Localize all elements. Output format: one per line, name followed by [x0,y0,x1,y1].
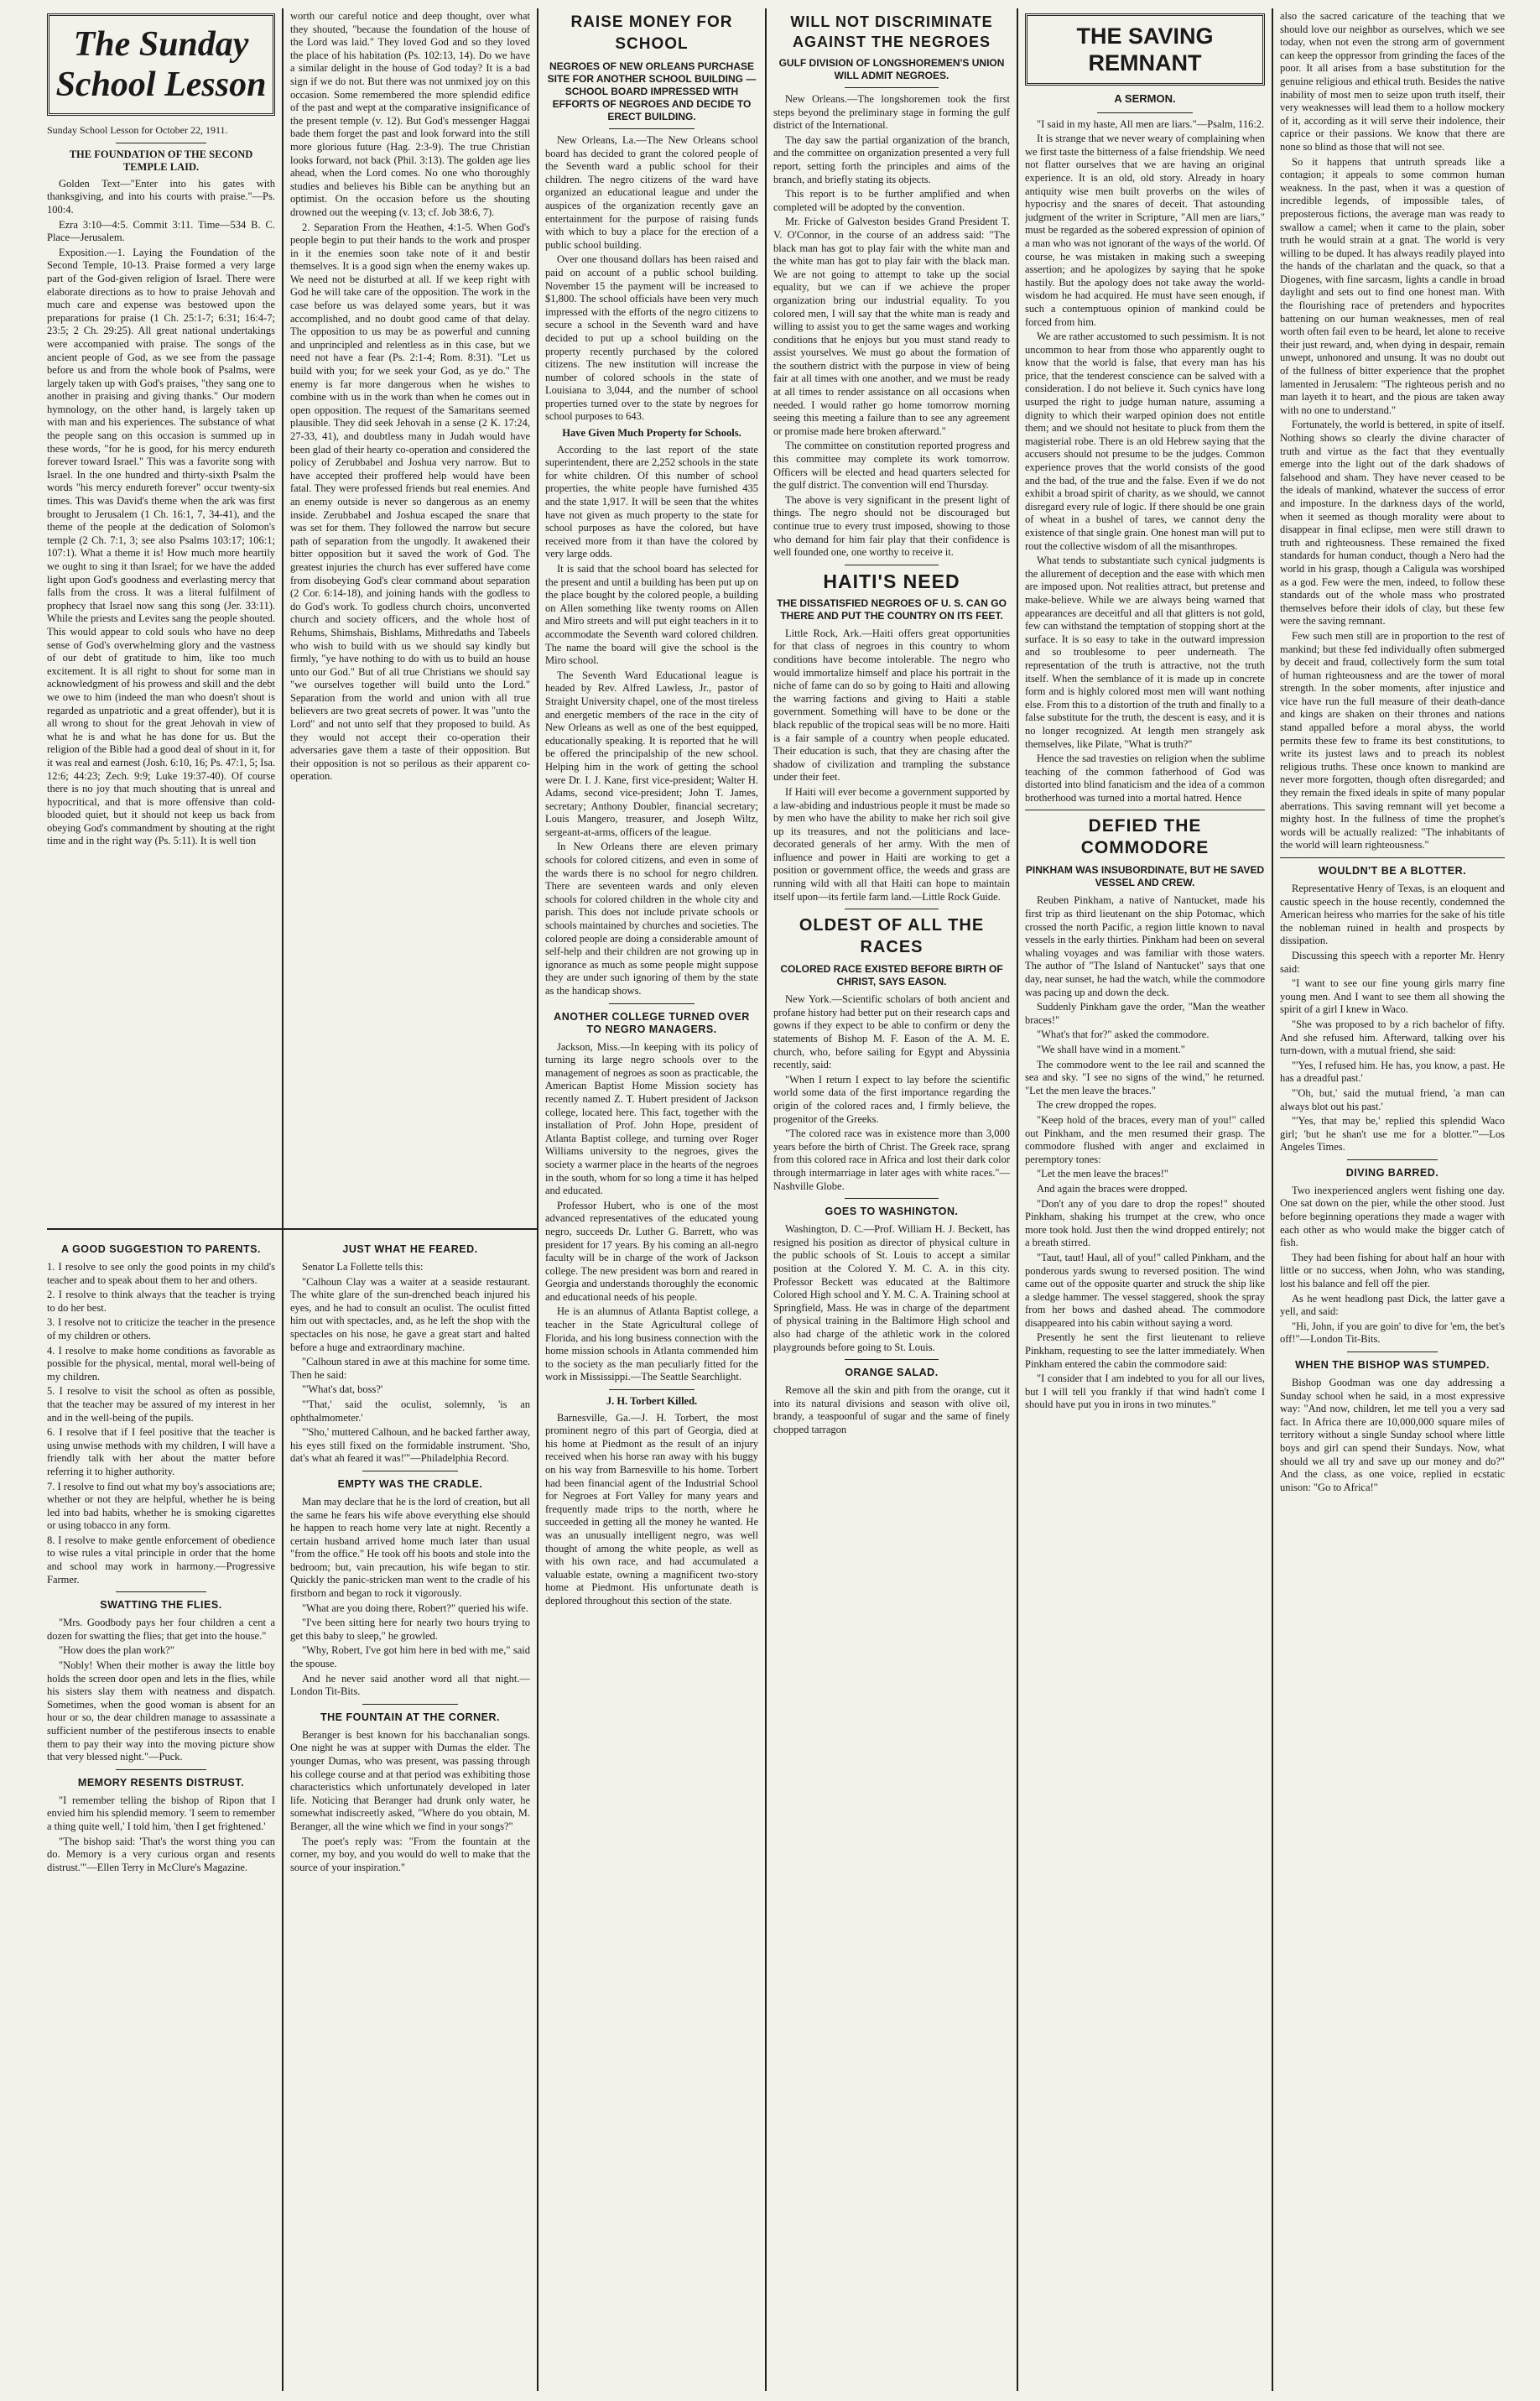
article-headline: GOES TO WASHINGTON. [825,1206,959,1218]
article-paragraph: "Calhoun Clay was a waiter at a seaside restaurant. The white glare of the sun-drenched beach injured his eyes, and he had to consult an oculist. The oculist fitted him out with spectacles, and, as he left the shop with the spectacles on his nose, he gave a great start and halted before a huge and extraordinary machine. [290,1275,530,1353]
article-paragraph: New Orleans.—The longshoremen took the first steps beyond the preliminary stage in forming the gulf district of the International. [773,93,1010,132]
sunday-school-lesson-box [47,13,275,116]
article-headline: J. H. Torbert Killed. [606,1395,698,1408]
lesson-paragraph: Golden Text—"Enter into his gates with thanksgiving, and into his courts with praise."—Ps. 100:4. [47,177,275,216]
article-paragraph: Jackson, Miss.—In keeping with its policy of turning its large negro schools over to the management of negroes as soon as practicable, the American Baptist Home Mission society has recently named Z. T. Hubert president of Jackson college, located here. This fact, together with the installation of Prof. John Hope, president of Atlanta Baptist college, and turning over Roger Williams university to the negroes, gives the society a warmer place in the hearts of the negroes in the south, whom for so long a time it has helped and educated. [545,1040,758,1197]
article-paragraph: "'Sho,' muttered Calhoun, and he backed farther away, his eyes still fixed on the formidable instrument. 'Sho, dat's what ah feared it was!'"—Philadelphia Record. [290,1426,530,1465]
divider [845,1359,939,1360]
article-headline: WILL NOT DISCRIMINATE AGAINST THE NEGROES [790,13,993,50]
divider [1097,112,1193,113]
sermon-paragraph: What tends to substantiate such cynical judgments is the allurement of deception and the ease with which men are imposed upon. Not realities attract, but pretense and make-believe. While we are always being warned that appearances are deceitful and all that glitters is not gold, few can withstand the temptation of stopping short at the surface. It is so easy to take in the outward impression and so troublesome to peer underneath. The representation of the truth is attractive, not the truth itself. When the semblance of it is made up in concrete form and is highly colored most men will want nothing else. From this to a distortion of the truth and finally to a false substitute for the truth, the descent is easy, and it is no longer recognized. At length men strangely ask themselves, like Pilate, "What is truth?" [1025,555,1265,750]
article-paragraph: "What are you doing there, Robert?" queried his wife. [302,1602,528,1614]
article-paragraph: "I remember telling the bishop of Ripon that I envied him his splendid memory. 'I seem to remember a thing quite well,' I told him, 'then I get frightened.' [47,1794,275,1832]
article-paragraph: "Don't any of you dare to drop the ropes!" shouted Pinkham, shaking his trumpet at the crew, who once more took hold. Just then the wind dropped entirely; not a breath stirred. [1025,1197,1265,1249]
article-paragraph: According to the last report of the state superintendent, there are 2,252 schools in the state for white children. Of this number of school properties, the white people have furnished 435 and the state 1,917. It will be seen that the whites have not given as much property to the state for school purposes as have the colored, but have received more from it than have the colored by very large odds. [545,443,758,560]
article-paragraph: 1. I resolve to see only the good points in my child's teacher and to speak about them to her and others. [47,1261,275,1286]
divider [609,1389,695,1390]
article-paragraph: Over one thousand dollars has been raised and paid on account of a public school building. November 15 the payment will be increased to $1,800. The school officials have been very much impressed with the efforts of the negro citizens to secure a school in the Seventh ward and have decided to put up a school building on the property recently purchased by the colored citizens. The new institution will increase the number of colored schools in the state of Louisiana to 3,044, and the number of school properties turned over to the state by negroes for school purposes to 643. [545,253,758,423]
article-subhead: Have Given Much Property for Schools. [562,427,741,440]
article-paragraph: 8. I resolve to make gentle enforcement of obedience to wise rules a vital principle in order that the home and school may work in harmony.—Progressive Farmer. [47,1534,275,1586]
article-deck: NEGROES OF NEW ORLEANS PURCHASE SITE FOR ANOTHER SCHOOL BUILDING — SCHOOL BOARD IMPRESSED WITH EFFORTS OF NEGROES AND DECIDE TO ERECT BUILDING. [547,60,757,122]
saving-remnant-box [1025,13,1265,86]
article-headline: WHEN THE BISHOP WAS STUMPED. [1295,1359,1490,1371]
article-headline: OLDEST OF ALL THE RACES [799,916,985,957]
article-paragraph: "Why, Robert, I've got him here in bed with me," said the spouse. [290,1644,530,1670]
column-1 [47,10,275,1225]
bottom-left-column-1 [47,1237,275,2391]
article-paragraph: Beranger is best known for his bacchanalian songs. One night he was at supper with Dumas the elder. The younger Dumas, who was present, was passing through his college course and at that period was exhibiting those characteristics which unfortunately developed in later life. Noticing that Beranger had drunk only water, he somewhat indiscreetly asked, "Where do you obtain, M. Beranger, all the wine which we find in your songs?" [290,1728,530,1832]
article-paragraph: 3. I resolve not to criticize the teacher in the presence of my children or others. [47,1316,275,1341]
article-paragraph: New York.—Scientific scholars of both ancient and profane history had better put on their research caps and gowns if they expect to be able to confirm or deny the statements of Bishop M. F. Eason of the A. M. E. church, who, before sailing for Egypt and Abyssinia recently, said: [773,993,1010,1071]
column-4 [773,10,1010,2391]
article-paragraph: "Hi, John, if you are goin' to dive for 'em, the bet's off!"—London Tit-Bits. [1280,1320,1505,1346]
article-paragraph: It is said that the school board has selected for the present and until a building has been put up on the place bought by the colored people, a building on Allen something like twenty rooms on Allen and Miro streets and will put eight teachers in it to accommodate the Seventh ward colored children. The name the board will give the school is the Miro school. [545,563,758,667]
column-rule [765,8,767,2391]
article-headline: HAITI'S NEED [823,570,960,592]
article-paragraph: And again the braces were dropped. [1037,1182,1188,1195]
article-paragraph: This report is to be further amplified and when completed will be adopted by the convention. [773,188,1010,213]
article-paragraph: They had been fishing for about half an hour with little or no success, when John, who was standing, lost his balance and fell off the pier. [1280,1251,1505,1290]
article-paragraph: If Haiti will ever become a government supported by a law-abiding and industrious people it must be made so by men who have the ability to make her rich soil give up its treasures, and not the politicians and lace-decorated generals of her army. With the men of influence and power in Haiti are working to get a position or government office, the weeds and grass are running wild with all that Haiti can hope to maintain itself upon—its fertile farm land.—Little Rock Guide. [773,785,1010,903]
divider [845,87,939,88]
article-paragraph: "Mrs. Goodbody pays her four children a cent a dozen for swatting the flies; that get into the house." [47,1617,275,1642]
divider [609,128,695,129]
article-headline: THE FOUNTAIN AT THE CORNER. [320,1711,500,1723]
article-paragraph: "'Yes, I refused him. He has, you know, a past. He has a dreadful past.' [1280,1059,1505,1085]
sermon-paragraph: So it happens that untruth spreads like a contagion; it appeals to some common human weakness. In the past, when it was a question of incredible legends, of impossible tales, of preposterous fictions, the average man was ready to swallow a camel; when it came to the plain, sober truth he would strain at a gnat. The world is very willing to be duped. It has always readily played into the hands of the charlatan and the quack, so that a Diogenes, with fine sarcasm, lights a candle in broad daylight and sets out to find one honest man. With the flourishing race of pretenders and hypocrites battening on our human weaknesses, men of real worth often fail even to be heard, let alone to receive their just reward, and, when dying in despair, remain unwept, unhonored and unsung. It was no doubt out of the fullness of bitter experience that the prophet lamented in Jerusalem: "The righteous perish and no man layeth it to heart, and the pious are taken away with no one to understand." [1280,155,1505,416]
article-headline: A GOOD SUGGESTION TO PARENTS. [61,1243,261,1255]
sunday-school-lesson-title: The Sunday School Lesson [55,25,267,104]
article-paragraph: The crew dropped the ropes. [1037,1099,1157,1112]
article-paragraph: Mr. Fricke of Galveston besides Grand President T. V. O'Connor, in the course of an address said: "The black man has got to play fair with the white man and the white man has got to play fair with the black man. We are not going to attempt to take up the social equality, but we can if we achieve the proper organization bring our industrial equality. To you colored men, I will say that the white man is ready and willing to assist you to get the same wages and working conditions that he enjoys but you must stand ready to assist yourselves. We must go about the formation of the southern district with the purpose in view of being fair at all times with one another, and we must be ready at all times to render assistance on all occasions when needed. I would rather go home tomorrow morning seeing this meeting a failure than to see any agreement or promise made here broken afterward." [773,216,1010,437]
article-paragraph: Washington, D. C.—Prof. William H. J. Beckett, has resigned his position as director of physical culture in the public schools of St. Louis to accept a similar position at the Colored Y. M. C. A. in this city. Professor Beckett was educated at the Baltimore Colored High school and Y. M. C. A. Training school at Springfield, Mass. He was in charge of the department of physical training in the Baltimore High school and also had charge of the athletic work in the colored playgrounds before going to St. Louis. [773,1223,1010,1353]
divider [116,1591,207,1592]
divider [1280,857,1505,858]
article-headline: DEFIED THE COMMODORE [1080,816,1210,858]
article-headline: JUST WHAT HE FEARED. [342,1243,478,1255]
sermon-paragraph: It is strange that we never weary of complaining when we first taste the bitterness of a false friendship. We need not flatter ourselves that we are having an original experience. It is an old, old story. Already in hoary antiquity wise men built proverbs on the wiles of hypocrisy and the snares of deceit. That astounding judgment of the writer in Scripture, "All men are liars," must be regarded as the sobered expression of opinion of a man who was not ignorant of the ways of the world. Of course, he was mistaken in making such a sweeping assertion; and he apologizes by saying that he spoke hastily. But the apology does not take away the world-wisdom he had acquired. He must have seen enough, if such a contemptuous opinion of mankind could be forced from him. [1025,133,1265,328]
article-paragraph: New Orleans, La.—The New Orleans school board has decided to grant the colored people of the Seventh ward a public school for their children. The negro citizens of the ward have organized an educational league and under the auspices of the organization recently gave an entertainment for the purpose of raising funds with which to buy a place for the erection of a public school building. [545,134,758,251]
article-paragraph: "Calhoun stared in awe at this machine for some time. Then he said: [290,1356,530,1381]
article-headline: DIVING BARRED. [1345,1166,1439,1179]
article-paragraph: Discussing this speech with a reporter Mr. Henry said: [1280,949,1505,975]
article-deck: GULF DIVISION OF LONGSHOREMEN'S UNION WILL ADMIT NEGROES. [778,57,1005,81]
sermon-paragraph: Hence the sad travesties on religion when the sublime teaching of the common fatherhood of God was distorted into blind fanaticism and the idea of a common brotherhood was turned into a mortal hatred. Hence [1025,753,1265,804]
article-paragraph: "What's that for?" asked the commodore. [1037,1029,1210,1041]
article-paragraph: The Seventh Ward Educational league is headed by Rev. Alfred Lawless, Jr., pastor of Straight University chapel, one of the most tireless and energetic members of the race in the city of New Orleans as well as one of the best equipped, educationally speaking. It is reported that he will be offered the principalship of the new school. Helping him in the work of getting the school were Dr. I. J. Kane, first vice-president; Walter H. Adams, second vice-president; John T. James, secretary; Anthony Doubler, financial secretary; Louis Mangero, treasurer, and Joseph Wiltz, sergeant-at-arms, officers of the league. [545,669,758,838]
article-paragraph: The committee on constitution reported progress and this committee may complete its work tomorrow. Officers will be elected and head quarters selected for the gulf district. The convention will end Thursday. [773,440,1010,492]
article-paragraph: In New Orleans there are eleven primary schools for colored citizens, and even in some of the wards there is no school for negro children. There are seventeen wards and only eleven schools for colored children in the whole city and parish. This does not include private schools or schools maintained by churches and societies. The colored people are doing a considerable amount of self-help and their children are not growing up in ignorance as much as some people might suppose they are under such ignoring of them by the state as the handicap shows. [545,841,758,997]
sermon-label: A SERMON. [1114,92,1176,105]
article-paragraph: 4. I resolve to make home conditions as favorable as possible for the physical, mental, moral well-being of my children. [47,1344,275,1383]
lesson-dateline: Sunday School Lesson for October 22, 1911. [47,124,228,136]
article-paragraph: Remove all the skin and pith from the orange, cut it into its natural divisions and season with olive oil, brandy, a teaspoonful of sugar and the same of finely chopped tarragon [773,1384,1010,1435]
article-paragraph: 5. I resolve to visit the school as often as possible, that the teacher may be assured of my interest in her and in the well-being of the pupils. [47,1385,275,1424]
article-paragraph: "I consider that I am indebted to you for all our lives, but I will tell you frankly if that wind hadn't come I should have put you in irons in two minutes." [1025,1372,1265,1411]
article-paragraph: Representative Henry of Texas, is an eloquent and caustic speech in the house recently, condemned the American heiress who marries for the sake of his title the nobleman ruined in health and prospects by dissipation. [1280,883,1505,947]
article-paragraph: "Taut, taut! Haul, all of you!" called Pinkham, and the ponderous yards swung to reversed position. The wind came out of the opposite quarter and struck the ship like a sledge hammer. The vessel staggered, shook the spray from her bows and dashed ahead. The commodore disappeared into his cabin without saying a word. [1025,1251,1265,1329]
divider [1347,1159,1437,1160]
lesson-paragraph: Exposition.—1. Laying the Foundation of the Second Temple, 10-13. Praise formed a very large part of the God-given religion of Israel. There were elaborate directions as to how to praise Jehovah and much care and expense was bestowed upon the preparations for praise (1 Ch. 25:1-7; 6:31; 16:4-7; 23:5; 2 Ch. 29:25). All great national undertakings were accompanied with praise. The songs of the ancient people of God, as we see from the passage before us and from the whole book of Psalms, were largely taken up with God's praises, "they sang one to another in praising and giving thanks." Our modern hymnology, on the other hand, is largely taken up with man and his experiences. The substance of what the people sang on this occasion is summed up in these words, "for he is good, for his mercy endureth forever toward Israel." This was a favorite song with Israel. In the one hundred and thirty-sixth Psalm the words "his mercy endureth forever" occur twenty-six times. This was David's theme when the ark was first brought to Jerusalem (1 Ch. 16:1, 7, 34-41), and the theme of the people at the dedication of Solomon's temple (2 Ch. 7:1, 3; see also Psalms 103:17; 106:1; 107:1). What a theme it is! How much more heartily we ought to sing it than Israel; for we have the added light upon God's goodness and everlasting mercy that falls from the cross. It was a literal fulfilment of prophecy that Israel now sang this song (Jer. 33:11). While the priests and Levites sang the people shouted. This would appear to cold souls who have no deep sense of God's overwhelming glory and the vastness of our debt of gratitude to him, like too much excitement. It is all right to shout for some man in acknowledgment of his prowess and skill and the debt we owe to him (indeed the man who doesn't shout is regarded as unpatriotic and a great offender), but it is all wrong to shout for the great Jehovah in view of what he is and what he has done for us. But the religion of the Bible had a good deal of shout in it, for it was real and earnest (Josh. 6:10, 16; Ps. 47:1, 5; Isa. 12:6; 44:23; Zech. 9:9; Luke 19:37-40). Of course there is no joy that much shouting that is unreal and hypocritical, and that is more offensive than cold-blooded quiet, but it should not keep us back from obeying God's commandment by shouting at the right time and in the right way (Ps. 5:11). It is well tion [47,246,275,847]
article-headline: WOULDN'T BE A BLOTTER. [1318,865,1467,877]
article-paragraph: Suddenly Pinkham gave the order, "Man the weather braces!" [1025,1001,1265,1026]
article-paragraph: "Let the men leave the braces!" [1037,1168,1169,1180]
divider [362,1704,458,1705]
column-rule [1017,8,1018,2391]
article-paragraph: Presently he sent the first lieutenant to relieve Pinkham, requesting to see the latter immediately. When Pinkham entered the cabin the commodore said: [1025,1331,1265,1370]
article-paragraph: The above is very significant in the present light of things. The negro should not be discouraged but continue true to every trust imposed, showing to those who demand for him fair play that their confidence is well founded one, one worthy to receive it. [773,493,1010,559]
article-headline: EMPTY WAS THE CRADLE. [337,1477,483,1490]
column-rule [1272,8,1273,2391]
column-rule [537,8,538,2391]
article-paragraph: "When I return I expect to lay before the scientific world some data of the first importance regarding the origin of the colored races and, I firmly believe, the progenitor of the Greeks. [773,1073,1010,1125]
column-6 [1280,10,1505,2391]
divider [116,1769,207,1770]
article-paragraph: "'Yes, that may be,' replied this splendid Waco girl; 'but he shan't use me for a blotter.'"—Los Angeles Times. [1280,1115,1505,1154]
lesson-paragraph: Ezra 3:10—4:5. Commit 3:11. Time—534 B. C. Place—Jerusalem. [47,218,275,244]
lesson-paragraph: worth our careful notice and deep thought, over what they shouted, "because the foundation of the house of the Lord was laid." They loved God and so they loved the place of his habitation (Ps. 102:13, 14). Do we have a similar delight in the house of God today? It is a bad sign if we do not. But there was not unmixed joy on this occasion. Some remembered the more splendid edifice of the past and wept at the comparative insignificance of the present temple (v. 12). But God's messenger Haggai bade them forget the past and look forward into the still more glorious future (Hag. 2:3-9). The true Christian looks forward, not back (Phil. 3:13). The golden age lies ahead, when the Lord comes. No one who thoroughly studies and believes his Bible can be anything but an optimist. On the occasion before us the shouting drowned out the weeping (v. 13; cf. Job 38:6, 7). [290,10,530,218]
article-headline: RAISE MONEY FOR SCHOOL [570,13,733,53]
article-deck: THE DISSATISFIED NEGROES OF U. S. CAN GO THERE AND PUT THE COUNTRY ON ITS FEET. [777,596,1007,622]
article-paragraph: The commodore went to the lee rail and scanned the sea and sky. "I see no signs of the wind," he returned. "Let the men leave the braces." [1025,1058,1265,1096]
article-paragraph: As he went headlong past Dick, the latter gave a yell, and said: [1280,1292,1505,1318]
article-paragraph: "The bishop said: 'That's the worst thing you can do. Memory is a very curious organ and resents distrust.'"—Ellen Terry in McClure's Magazine. [47,1835,275,1873]
article-headline: ORANGE SALAD. [845,1367,939,1379]
lesson-paragraph: 2. Separation From the Heathen, 4:1-5. When God's people begin to put their hands to the work and prosper in it the enemies soon take note of it and bestir themselves. It is a good sign when the enemy wakes up. We need not be disturbed at all. If we keep right with God he will take care of the opposition. The work in the case before us was delayed some years, but it was accomplished, and no doubt good came of that delay. The opposition to us may be as powerful and cunning and unprincipled and relentless as in this case, but we need not have a fear (Ps. 2:1-4; Rom. 8:31). "Let us build with you; for we seek your God, as ye do." The enemy is far more dangerous when he wishes to combine with us in the work than when he comes out in open opposition. The request of the Samaritans seemed plausible. They did seek Jehovah in a sense (2 K. 17:24, 27-33, 41), and doubtless many in Judah would have been glad of their hearty co-operation and considered the policy of Zerubbabel and Joshua very narrow. But to have accepted their proffered help would have been fatal. They were professed friends but real enemies. And an enemy outside is never so dangerous as an enemy inside. Zerubbabel and Joshua escaped the snare that was set for them. They followed the narrow but secure path of separation from the ungodly. It awakened their bitter opposition but it saved the work of God. The greatest injuries the church has ever suffered have come from disobeying God's clear command about separation (2 Cor. 6:14-18), and joining hands with the godless to do God's work. To godless church choirs, unconverted church and society officers, and the whole host of Rehums, Shimshais, Bishlams, Mithredaths and Tabeels who wish to build with us we should say kindly but firmly, "ye have nothing to do with us to build an house unto our God." But of all true Christians we should say "we ourselves together will build unto the Lord." Separation from the world and union with all true believers are two great secrets of power. It was "unto the Lord" and not unto self that they proposed to build. As they would not accept their co-operation their adversaries gave them a taste of their opposition. But their opposition is not so perilous as their apparent co-operation. [290,221,530,783]
article-paragraph: "'That,' said the oculist, solemnly, 'is an ophthalmometer.' [290,1398,530,1424]
article-paragraph: Reuben Pinkham, a native of Nantucket, made his first trip as third lieutenant on the ship Potomac, which crossed the north Pacific, a region little known to naval vessels in the early thirties. Pinkham had been on several whaling voyages and was familiar with those waters. The author of "The Island of Nantucket" says that one day, near sunset, he had the watch, while the commodore was pacing up and down the deck. [1025,894,1265,998]
article-paragraph: The poet's reply was: "From the fountain at the corner, my boy, and you would do well to make that the source of your inspiration." [290,1835,530,1873]
article-deck: PINKHAM WAS INSUBORDINATE, BUT HE SAVED VESSEL AND CREW. [1025,864,1265,889]
section-rule [47,1228,537,1230]
article-headline: SWATTING THE FLIES. [100,1599,222,1612]
article-paragraph: Barnesville, Ga.—J. H. Torbert, the most prominent negro of this part of Georgia, died at his home at Piedmont as the result of an injury received when his horse ran away with his buggy on his way from Barnesville to his home. Torbert had been financial agent of the Industrial School for Negroes at Fort Valley for many years and frequently made trips to the north, where he succeeded in getting all the money he wanted. He was an unusually intelligent negro, was well thought of among the white people, as well as with his own race, and had accumulated a valuable estate, owning a magnificent two-story home at Piedmont. His unfortunate death is deplored throughout this section of the state. [545,1411,758,1607]
article-paragraph: "'What's dat, boss?' [302,1383,383,1396]
sermon-paragraph: We are rather accustomed to such pessimism. It is not uncommon to hear from those who apparently ought to know that the world is false, that every man has his price, that the tenderest conscience can be salved with a consideration. I do not believe it. Such cynics have long usurped the right to judge human nature, assuming a dignity to which their warped opinion does not entitle them; and we should not hesitate to pluck from them the magisterial robe. There is an old Hebrew saying that the accusers should not presume to be the judges. Common experience proves that the world consists of the good and the bad, of the true and the false. Even if we do not exhibit a broad spirit of charity, as we should, we cannot disregard every rule of logic. If there should be one grain of wheat in a bushel of tares, we cannot deny the existence of that single grain. One honest man will put to rout the collective wisdom of all the misanthropes. [1025,331,1265,552]
column-3 [545,10,758,2391]
article-paragraph: "'Oh, but,' said the mutual friend, 'a man can always blot out his past.' [1280,1086,1505,1112]
article-paragraph: 7. I resolve to find out what my boy's associations are; whether or not they are helpful, whether he is being led into bad habits, whether he is smoking cigarettes or using tobacco in any form. [47,1480,275,1532]
article-headline: ANOTHER COLLEGE TURNED OVER TO NEGRO MANAGERS. [554,1010,750,1035]
article-paragraph: "We shall have wind in a moment." [1037,1044,1185,1055]
article-paragraph: "Keep hold of the braces, every man of you!" called out Pinkham, and the men resumed their grasp. The commodore flushed with anger and exclaimed in peremptory tones: [1025,1113,1265,1165]
article-paragraph: Professor Hubert, who is one of the most advanced representatives of the educated young negro, succeeds Dr. Luther G. Barrett, who was president for 17 years. By his coming an all-negro faculty will be in charge of the work of Jackson college. The new president was born and reared in Georgia and understands thoroughly the economic and educational needs of his people. [545,1199,758,1303]
column-2 [290,10,530,1225]
column-5 [1025,10,1265,2391]
article-paragraph: Man may declare that he is the lord of creation, but all the same he fears his wife above everything else should he happen to reach home very late at night. Recently a certain husband arrived home much later than usual "from the office." He took off his boots and stole into the bedroom; but, vain precaution, his wife began to stir. Quickly the panic-stricken man went to the cradle of his firstborn and began to rock it vigorously. [290,1495,530,1600]
article-paragraph: "The colored race was in existence more than 3,000 years before the birth of Christ. The Greek race, sprang from this colored race in Africa and lost their dark color through intermarriage in later ages with white races."—Nashville Globe. [773,1128,1010,1192]
article-paragraph: "Nobly! When their mother is away the little boy holds the screen door open and lets in the flies, while his sisters slay them with neatness and dispatch. Sometimes, when the good woman is absent for an hour or so, the dear children manage to assassinate a sufficient number of the pestiferous insects to enable them to pay their way into the moving picture show that very blessed night."—Puck. [47,1659,275,1763]
article-paragraph: And he never said another word all that night.—London Tit-Bits. [290,1672,530,1698]
article-paragraph: 6. I resolve that if I feel positive that the teacher is using unwise methods with my children, I will have a friendly talk with her about the matter before referring it to higher authority. [47,1426,275,1477]
sermon-paragraph: Fortunately, the world is bettered, in spite of itself. Nothing shows so clearly the divine character of truth and virtue as the fact that they eventually emerge into the light out of the dark shadows of falsehood and sham. They have never ceased to be the ideals of mankind, whatever the success of error and imposture. In the darkness days of the world, when it seemed as though morality were about to disappear in final eclipse, men were still drawn to truth and righteousness. These remained the fixed standards for human conduct, though a Nero had the world in his grasp, though a Caligula was worshiped as a god. Few were the men, indeed, to follow these standards out of the whole mass who prostrated themselves before their idols of clay, but these few were the saving remnant. [1280,419,1505,628]
article-paragraph: He is an alumnus of Atlanta Baptist college, a teacher in the State Agricultural college of Florida, and his long business connection with the home mission schools in Atlanta commended him to the society as the man peculiarly fitted for the work in Mississippi.—The Seattle Searchlight. [545,1305,758,1383]
article-paragraph: Bishop Goodman was one day addressing a Sunday school when he said, in a most expressive way: "And now, children, let me tell you a very sad fact. In Africa there are 10,000,000 square miles of territory without a single Sunday school where little boys and girl can spend their Sundays. Now, what should we all try and save up our money and do?" And the class, as one voice, replied in ecstatic unison: "Go to Africa!" [1280,1377,1505,1493]
bottom-left-column-2 [290,1237,530,2391]
article-headline: MEMORY RESENTS DISTRUST. [77,1776,245,1789]
lesson-headline: THE FOUNDATION OF THE SECOND TEMPLE LAID. [69,148,253,174]
article-paragraph: "How does the plan work?" [59,1644,174,1657]
saving-remnant-title: THE SAVING REMNANT [1076,23,1214,76]
article-paragraph: The day saw the partial organization of the branch, and the committee on organization presented a very full report, setting forth the principles and aims of the branch, and briefly stating its objects. [773,133,1010,185]
article-paragraph: "I want to see our fine young girls marry fine young men. And I want to see them all showing the spirit of a girl I knew in Waco. [1280,977,1505,1016]
article-paragraph: Senator La Follette tells this: [302,1261,424,1273]
article-paragraph: "I've been sitting here for nearly two hours trying to get this baby to sleep," he growled. [290,1617,530,1642]
article-paragraph: Little Rock, Ark.—Haiti offers great opportunities for that class of negroes in this country to whom conditions have become intolerable. The negro who would immortalize himself and place his portrait in the niche of fame can do so by going to Haiti and allowing the warring factions and giving to Haiti a stable government. Something will have to be done or the black republic of the tropical seas will be no more. Haiti is a fair sample of a country when people educated. Their education is such, that they are chasing after the shadow of civilization and trampling the substance under their feet. [773,627,1010,784]
article-paragraph: "She was proposed to by a rich bachelor of fifty. And she refused him. Afterward, talking over his turn-down, with a mutual friend, she said: [1280,1018,1505,1057]
divider [609,1003,695,1004]
sermon-paragraph: also the sacred caricature of the teaching that we should love our neighbor as ourselves, which we see today, when not even the strong arm of government can keep the oppressor from grinding the faces of the poor. It all arises from a base substitution for the genuine religious and ethical truth. Besides the native inability of most men to seize upon truth itself, their very weaknesses will lead them to a hollow mockery of it, according as it will serve their indolence, their caprice or their passions. We know that there are none so blind as those that will not see. [1280,10,1505,153]
article-paragraph: Two inexperienced anglers went fishing one day. One sat down on the pier, while the other stood. Just before beginning operations they made a wager with each other as who would make the bigger catch of fish. [1280,1184,1505,1249]
article-paragraph: 2. I resolve to think always that the teacher is trying to do her best. [47,1289,275,1314]
column-rule [282,8,284,2391]
article-deck: COLORED RACE EXISTED BEFORE BIRTH OF CHRIST, SAYS EASON. [780,963,1003,988]
sermon-paragraph: Few such men still are in proportion to the rest of mankind; but these fed individually often submerged by deceit and fraud, collectively form the sum total of human righteousness and are the tower of moral strength. In the sober moments, after injustice and vice have run the full measure of their death-dance and kings are shaken on their thrones and nations stand appalled before a moral abyss, the world permits these few to frame its best constitutions, to write its justest laws and to preach its noblest religious truths. These once known to mankind are never more forgotten, though often disregarded; and they remain the fixed ideals in spite of many popular aberrations. This saving remnant will yet become a mighty host. In the fullness of time the prophet's words will be actually realized: "The inhabitants of the world will learn righteousness." [1280,629,1505,852]
divider [845,1198,939,1199]
sermon-paragraph: "I said in my haste, All men are liars."—Psalm, 116:2. [1037,117,1265,130]
